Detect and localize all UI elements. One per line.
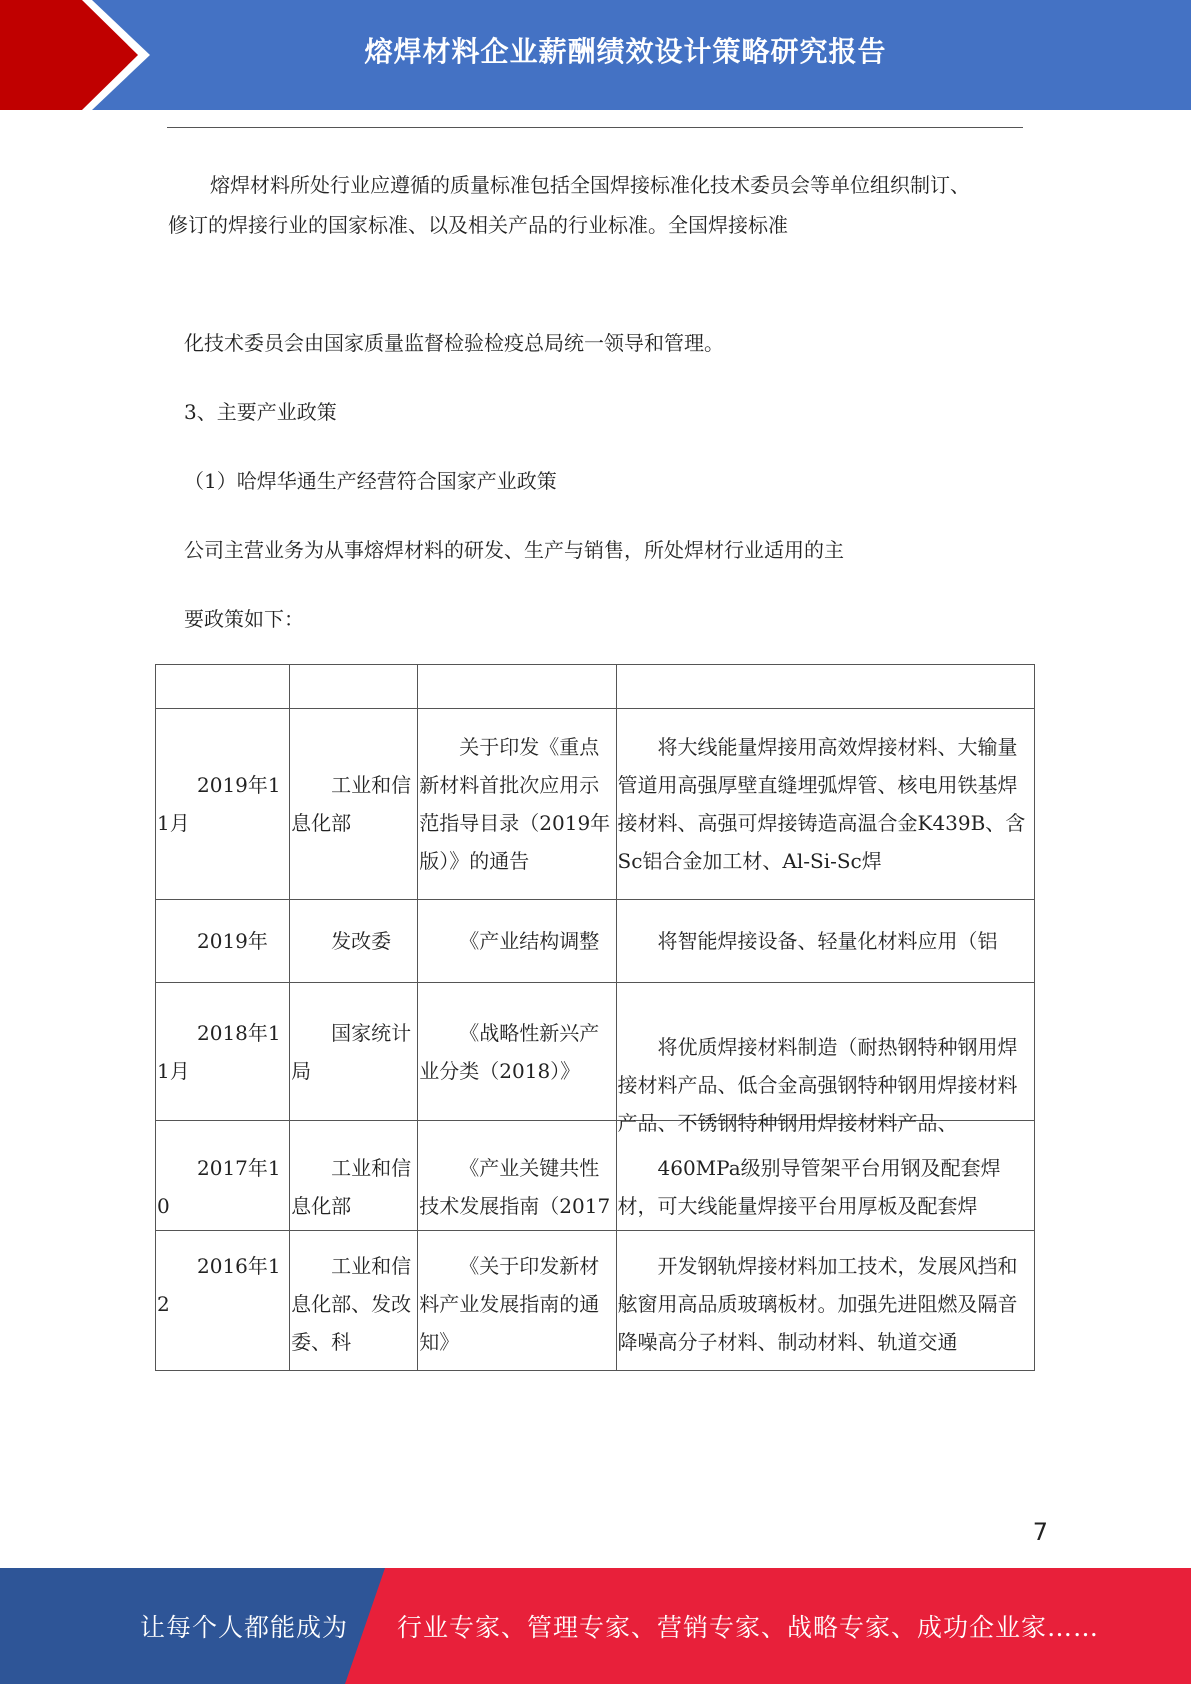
date-cell: 2018年11月	[157, 1020, 281, 1083]
table-row	[156, 983, 1035, 1121]
date-cell: 2019年	[197, 929, 268, 953]
table-header-cell	[616, 665, 1035, 709]
footer-slogan-left: 让每个人都能成为	[140, 1613, 349, 1642]
document-cell: 《战略性新兴产业分类（2018）》	[419, 1020, 600, 1083]
report-title: 熔焊材料企业薪酬绩效设计策略研究报告	[364, 35, 887, 68]
content-cell: 将优质焊接材料制造（耐热钢特种钢用焊接材料产品、低合金高强钢特种钢用焊接材料产品、不锈钢特种钢用焊接材料产品、	[617, 1035, 1018, 1135]
department-cell: 工业和信息化部、发改委、科	[291, 1254, 412, 1354]
date-cell: 2019年11月	[157, 773, 281, 835]
document-cell: 《产业结构调整	[459, 929, 600, 953]
department-cell: 工业和信息化部	[291, 1156, 412, 1218]
paragraph-1-line-2-cut	[168, 206, 788, 237]
header-arrow-decoration	[0, 0, 150, 110]
content-cell: 460MPa级别导管架平台用钢及配套焊材，可大线能量焊接平台用厚板及配套焊	[617, 1156, 1001, 1218]
date-cell: 2016年12	[157, 1254, 281, 1316]
table-header-cell	[290, 665, 418, 709]
footer-slogan-right: 行业专家、管理专家、营销专家、战略专家、成功企业家……	[397, 1613, 1100, 1642]
department-cell: 工业和信息化部	[291, 773, 412, 835]
department-cell: 发改委	[331, 929, 392, 953]
content-cell: 开发钢轨焊接材料加工技术，发展风挡和舷窗用高品质玻璃板材。加强先进阻燃及隔音降噪高分子材料、制动材料、轨道交通	[617, 1254, 1018, 1354]
paragraph-1-line-1: 熔焊材料所处行业应遵循的质量标准包括全国焊接标准化技术委员会等单位组织制订、	[210, 173, 970, 197]
table-header-row	[156, 665, 1035, 709]
table-header-cell	[156, 665, 290, 709]
paragraph-3-line-2: 要政策如下：	[184, 607, 304, 631]
table-row	[156, 1231, 1035, 1371]
page-number: 7	[1032, 1518, 1048, 1546]
paragraph-2: 化技术委员会由国家质量监督检验检疫总局统一领导和管理。	[184, 331, 724, 355]
section-heading: 3、主要产业政策	[184, 400, 337, 424]
policy-table	[155, 664, 1035, 1366]
date-cell: 2017年10	[157, 1156, 281, 1218]
paragraph-1-line-2: 修订的焊接行业的国家标准、以及相关产品的行业标准。全国焊接标准	[168, 213, 788, 237]
content-cell: 将智能焊接设备、轻量化材料应用（铝	[657, 929, 998, 953]
table-row	[156, 709, 1035, 900]
paragraph-3-line-1: 公司主营业务为从事熔焊材料的研发、生产与销售，所处焊材行业适用的主	[184, 538, 844, 562]
header-divider	[167, 127, 1023, 128]
department-cell: 国家统计局	[291, 1020, 412, 1083]
content-cell: 将大线能量焊接用高效焊接材料、大输量管道用高强厚壁直缝埋弧焊管、核电用铁基焊接材料、高强可焊接铸造高温合金K439B、含Sc铝合金加工材、Al-Si-Sc焊	[617, 735, 1026, 873]
header-banner	[0, 0, 1191, 110]
subsection-heading: （1）哈焊华通生产经营符合国家产业政策	[184, 469, 557, 493]
document-cell: 关于印发《重点新材料首批次应用示范指导目录（2019年版）》的通告	[419, 735, 611, 873]
document-cell: 《产业关键共性技术发展指南（2017	[419, 1156, 611, 1218]
table-row	[156, 900, 1035, 983]
footer-banner	[0, 1568, 1191, 1684]
table-header-cell	[418, 665, 616, 709]
document-cell: 《关于印发新材料产业发展指南的通知》	[419, 1254, 600, 1354]
